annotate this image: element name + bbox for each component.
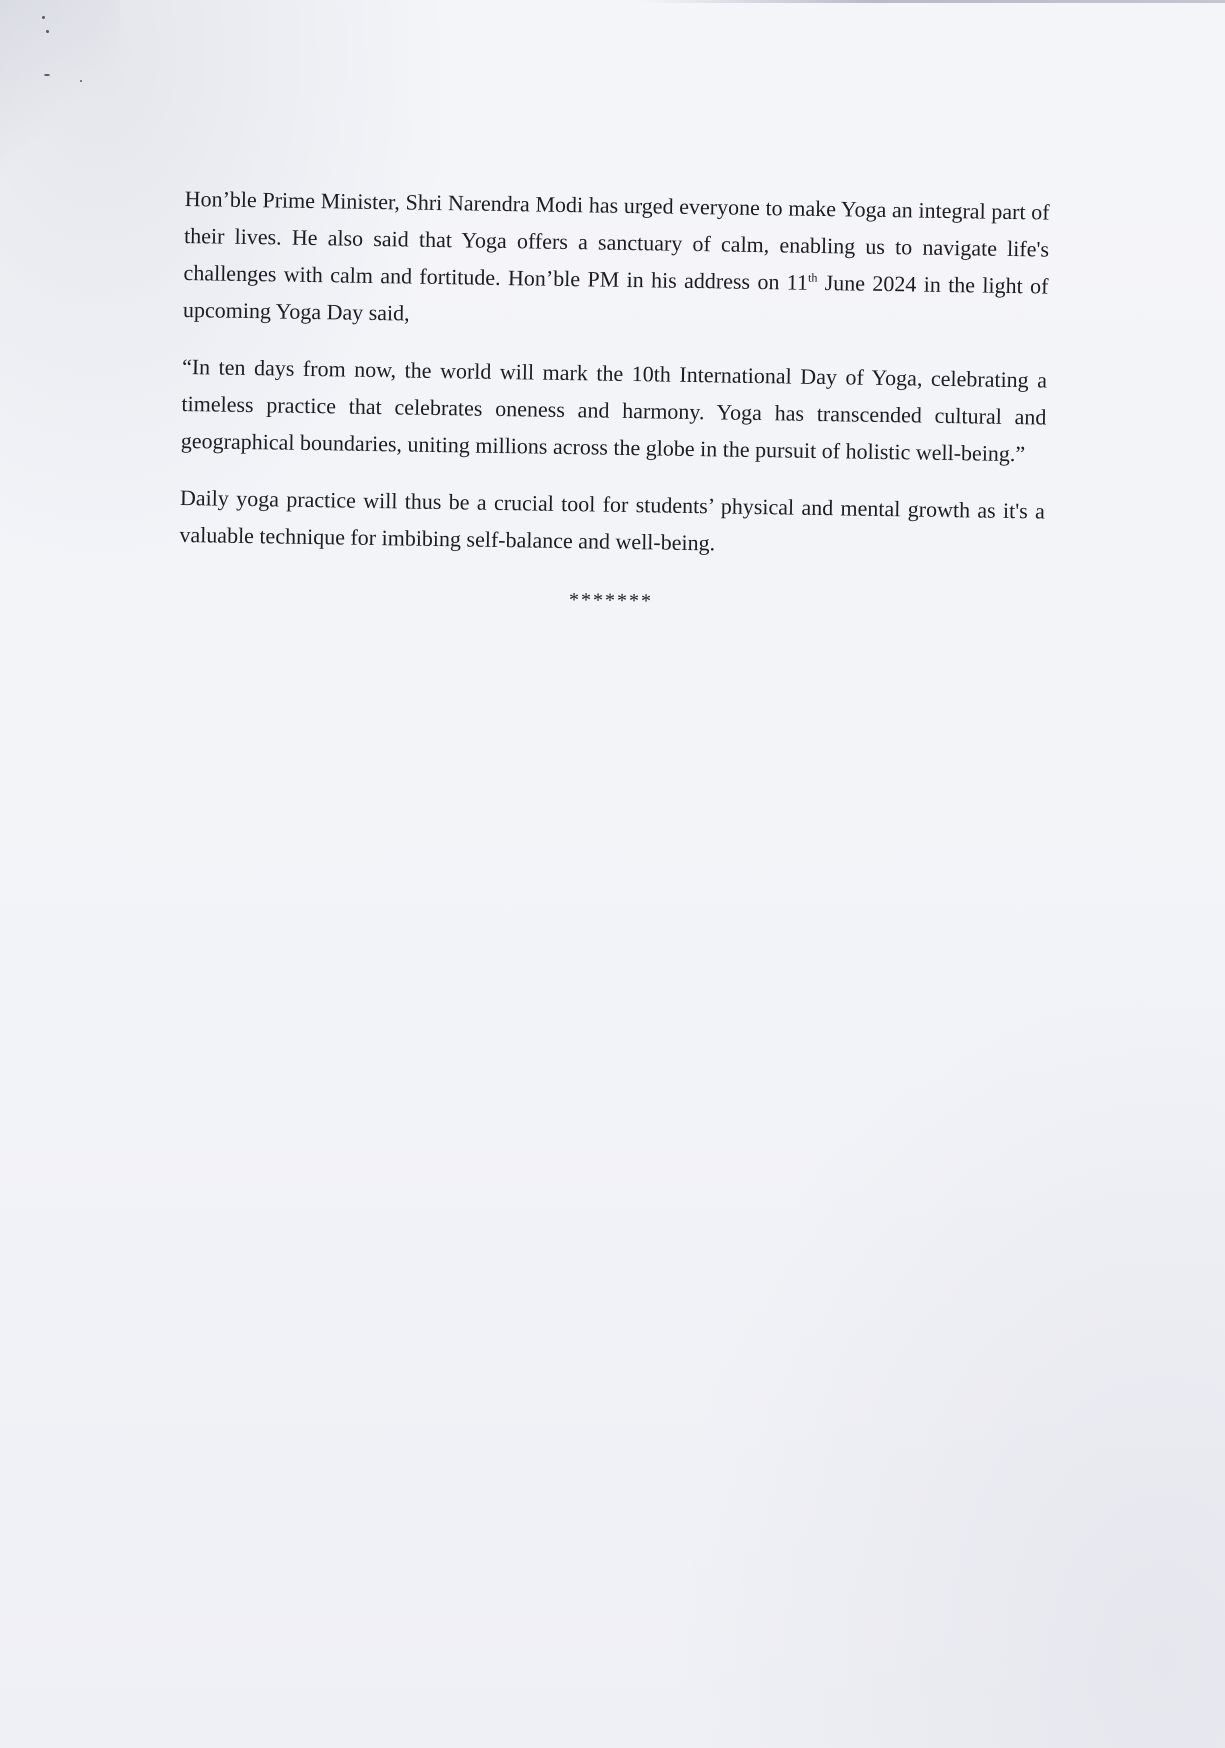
- scan-speck: [44, 74, 50, 76]
- scan-speck: [80, 80, 82, 82]
- scan-speck: [42, 16, 45, 19]
- document-body: [178, 180, 1050, 620]
- scan-speck: [46, 30, 49, 33]
- paragraph-1: [183, 180, 1050, 342]
- paragraph-1-text: Hon’ble Prime Minister, Shri Narendra Modi has urged everyone to make Yoga an integral part of their lives. He also said that Yoga offers a sanctuary of calm, enabling us to navigate life's challenges with calm and fortitude. Hon’ble PM in his address on 11: [183, 185, 1050, 295]
- end-separator: *******: [568, 589, 654, 613]
- page-corner-shadow: [0, 0, 120, 180]
- paragraph-1-text-end: June 2024 in the light of upcoming Yoga Day said,: [182, 269, 1049, 326]
- page-top-edge: [640, 0, 1225, 3]
- paragraph-2-quote: “In ten days from now, the world will mark the 10th International Day of Yoga, celebrating a timeless practice that celebrates oneness and harmony. Yoga has transcended cultural and geographical boundaries, uniting millions across the globe in the pursuit of holistic well-being.”: [180, 353, 1048, 467]
- paragraph-3: Daily yoga practice will thus be a crucial tool for students’ physical and mental growth as it's a valuable technique for imbibing self-balance and well-being.: [179, 484, 1046, 556]
- date-ordinal-superscript: th: [807, 270, 818, 285]
